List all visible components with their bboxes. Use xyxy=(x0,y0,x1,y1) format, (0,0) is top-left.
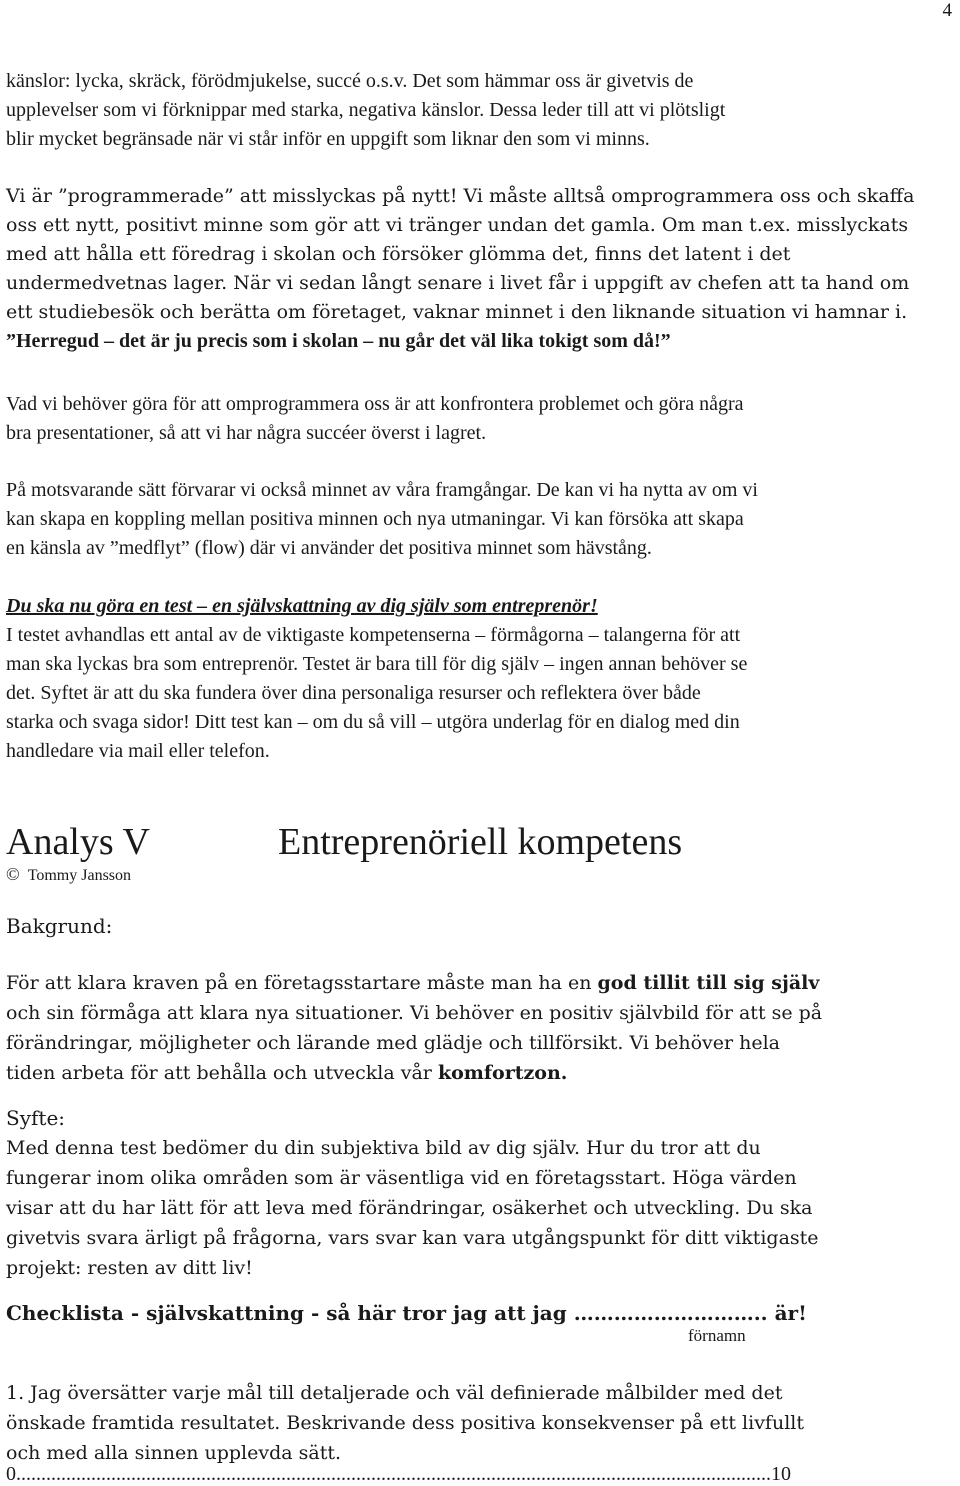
test-intro-title: Du ska nu göra en test – en självskattning av dig själv som entreprenör! xyxy=(6,595,598,617)
item-1 xyxy=(6,1378,952,1468)
scale-min: 0 xyxy=(6,1463,16,1485)
text-line: oss ett nytt, positivt minne som gör att vi tränger undan det gamla. Om man t.ex. misslyckats xyxy=(6,214,909,236)
checklista-heading: Checklista - självskattning - så här tror jag att jag ……………………….. är! xyxy=(6,1301,807,1325)
text-line: förändringar, möjligheter och lärande med glädje och tillförsikt. Vi behöver hela xyxy=(6,1032,781,1054)
analysis-title: Entreprenöriell kompetens xyxy=(278,821,683,863)
syfte-paragraph xyxy=(6,1133,952,1283)
test-intro xyxy=(6,592,952,766)
text-line: visar att du har lätt för att leva med förändringar, osäkerhet och utveckling. Du ska xyxy=(6,1197,813,1219)
text-line: blir mycket begränsade när vi står inför en uppgift som liknar den som vi minns. xyxy=(6,128,650,150)
text-line xyxy=(6,968,952,998)
text-line: det. Syftet är att du ska fundera över dina personaliga resurser och reflektera över både xyxy=(6,682,701,704)
text-line: handledare via mail eller telefon. xyxy=(6,740,270,762)
text-segment: tiden arbeta för att behålla och utveckla vår xyxy=(6,1062,438,1084)
text-line: givetvis svara ärligt på frågorna, vars svar kan vara utgångspunkt för ditt viktigaste xyxy=(6,1227,819,1249)
intro-paragraph xyxy=(6,67,952,154)
text-line: man ska lyckas bra som entreprenör. Testet är bara till för dig själv – ingen annan behöver se xyxy=(6,653,748,675)
text-line: starka och svaga sidor! Ditt test kan – om du så vill – utgöra underlag för en dialog med din xyxy=(6,711,740,733)
text-line: 1. Jag översätter varje mål till detaljerade och väl definierade målbilder med det xyxy=(6,1382,783,1404)
copyright-icon: © xyxy=(6,864,20,884)
bold-phrase: god tillit till sig själv xyxy=(597,972,820,994)
scale-dots: ....................................................................................................................................................... xyxy=(16,1463,771,1485)
text-line: känslor: lycka, skräck, förödmjukelse, succé o.s.v. Det som hämmar oss är givetvis de xyxy=(6,70,694,92)
syfte-heading: Syfte: xyxy=(6,1106,66,1130)
page-number: 4 xyxy=(942,0,952,21)
fornamn-caption: förnamn xyxy=(688,1326,746,1345)
text-line xyxy=(6,1058,952,1088)
text-segment: För att klara kraven på en företagsstartare måste man ha en xyxy=(6,972,598,994)
text-line: önskade framtida resultatet. Beskrivande dess positiva konsekvenser på ett livfullt xyxy=(6,1412,804,1434)
programmed-paragraph xyxy=(6,182,952,356)
text-line: Med denna test bedömer du din subjektiva bild av dig själv. Hur du tror att du xyxy=(6,1137,761,1159)
text-line: och med alla sinnen upplevda sätt. xyxy=(6,1442,342,1464)
analysis-label: Analys V xyxy=(6,821,150,863)
author-name: Tommy Jansson xyxy=(27,867,132,884)
text-line: ett studiebesök och berätta om företaget, vaknar minnet i den liknande situation vi hamnar i. xyxy=(6,301,908,323)
bold-phrase: komfortzon. xyxy=(437,1062,568,1084)
text-line: På motsvarande sätt förvarar vi också minnet av våra framgångar. De kan vi ha nytta av om vi xyxy=(6,479,758,501)
text-line: med att hålla ett föredrag i skolan och försöker glömma det, finns det latent i det xyxy=(6,243,791,265)
text-line: en känsla av ”medflyt” (flow) där vi använder det positiva minnet som hävstång. xyxy=(6,537,652,559)
bakgrund-paragraph xyxy=(6,968,952,1088)
text-line: kan skapa en koppling mellan positiva minnen och nya utmaningar. Vi kan försöka att skapa xyxy=(6,508,744,530)
text-line: undermedvetnas lager. När vi sedan långt senare i livet får i uppgift av chefen att ta hand om xyxy=(6,272,910,294)
text-line: Vi är ”programmerade” att misslyckas på nytt! Vi måste alltså omprogrammera oss och skaffa xyxy=(6,185,915,207)
reprogram-paragraph xyxy=(6,390,952,448)
text-line: Vad vi behöver göra för att omprogrammera oss är att konfrontera problemet och göra några xyxy=(6,393,744,415)
text-line: fungerar inom olika områden som är väsentliga vid en företagsstart. Höga värden xyxy=(6,1167,797,1189)
text-line: bra presentationer, så att vi har några succéer överst i lagret. xyxy=(6,422,487,444)
scale-max: 10 xyxy=(771,1463,791,1485)
emphasis-quote: ”Herregud – det är ju precis som i skolan – nu går det väl lika tokigt som då!” xyxy=(6,330,671,352)
text-line: upplevelser som vi förknippar med starka, negativa känslor. Dessa leder till att vi plötsligt xyxy=(6,99,726,121)
text-line: och sin förmåga att klara nya situationer. Vi behöver en positiv självbild för att se på xyxy=(6,1002,823,1024)
success-paragraph xyxy=(6,476,952,563)
rating-scale[interactable] xyxy=(6,1462,952,1486)
text-line: I testet avhandlas ett antal av de viktigaste kompetenserna – förmågorna – talangerna för att xyxy=(6,624,741,646)
text-line: projekt: resten av ditt liv! xyxy=(6,1257,253,1279)
bakgrund-heading: Bakgrund: xyxy=(6,914,113,938)
copyright-line xyxy=(6,864,131,885)
